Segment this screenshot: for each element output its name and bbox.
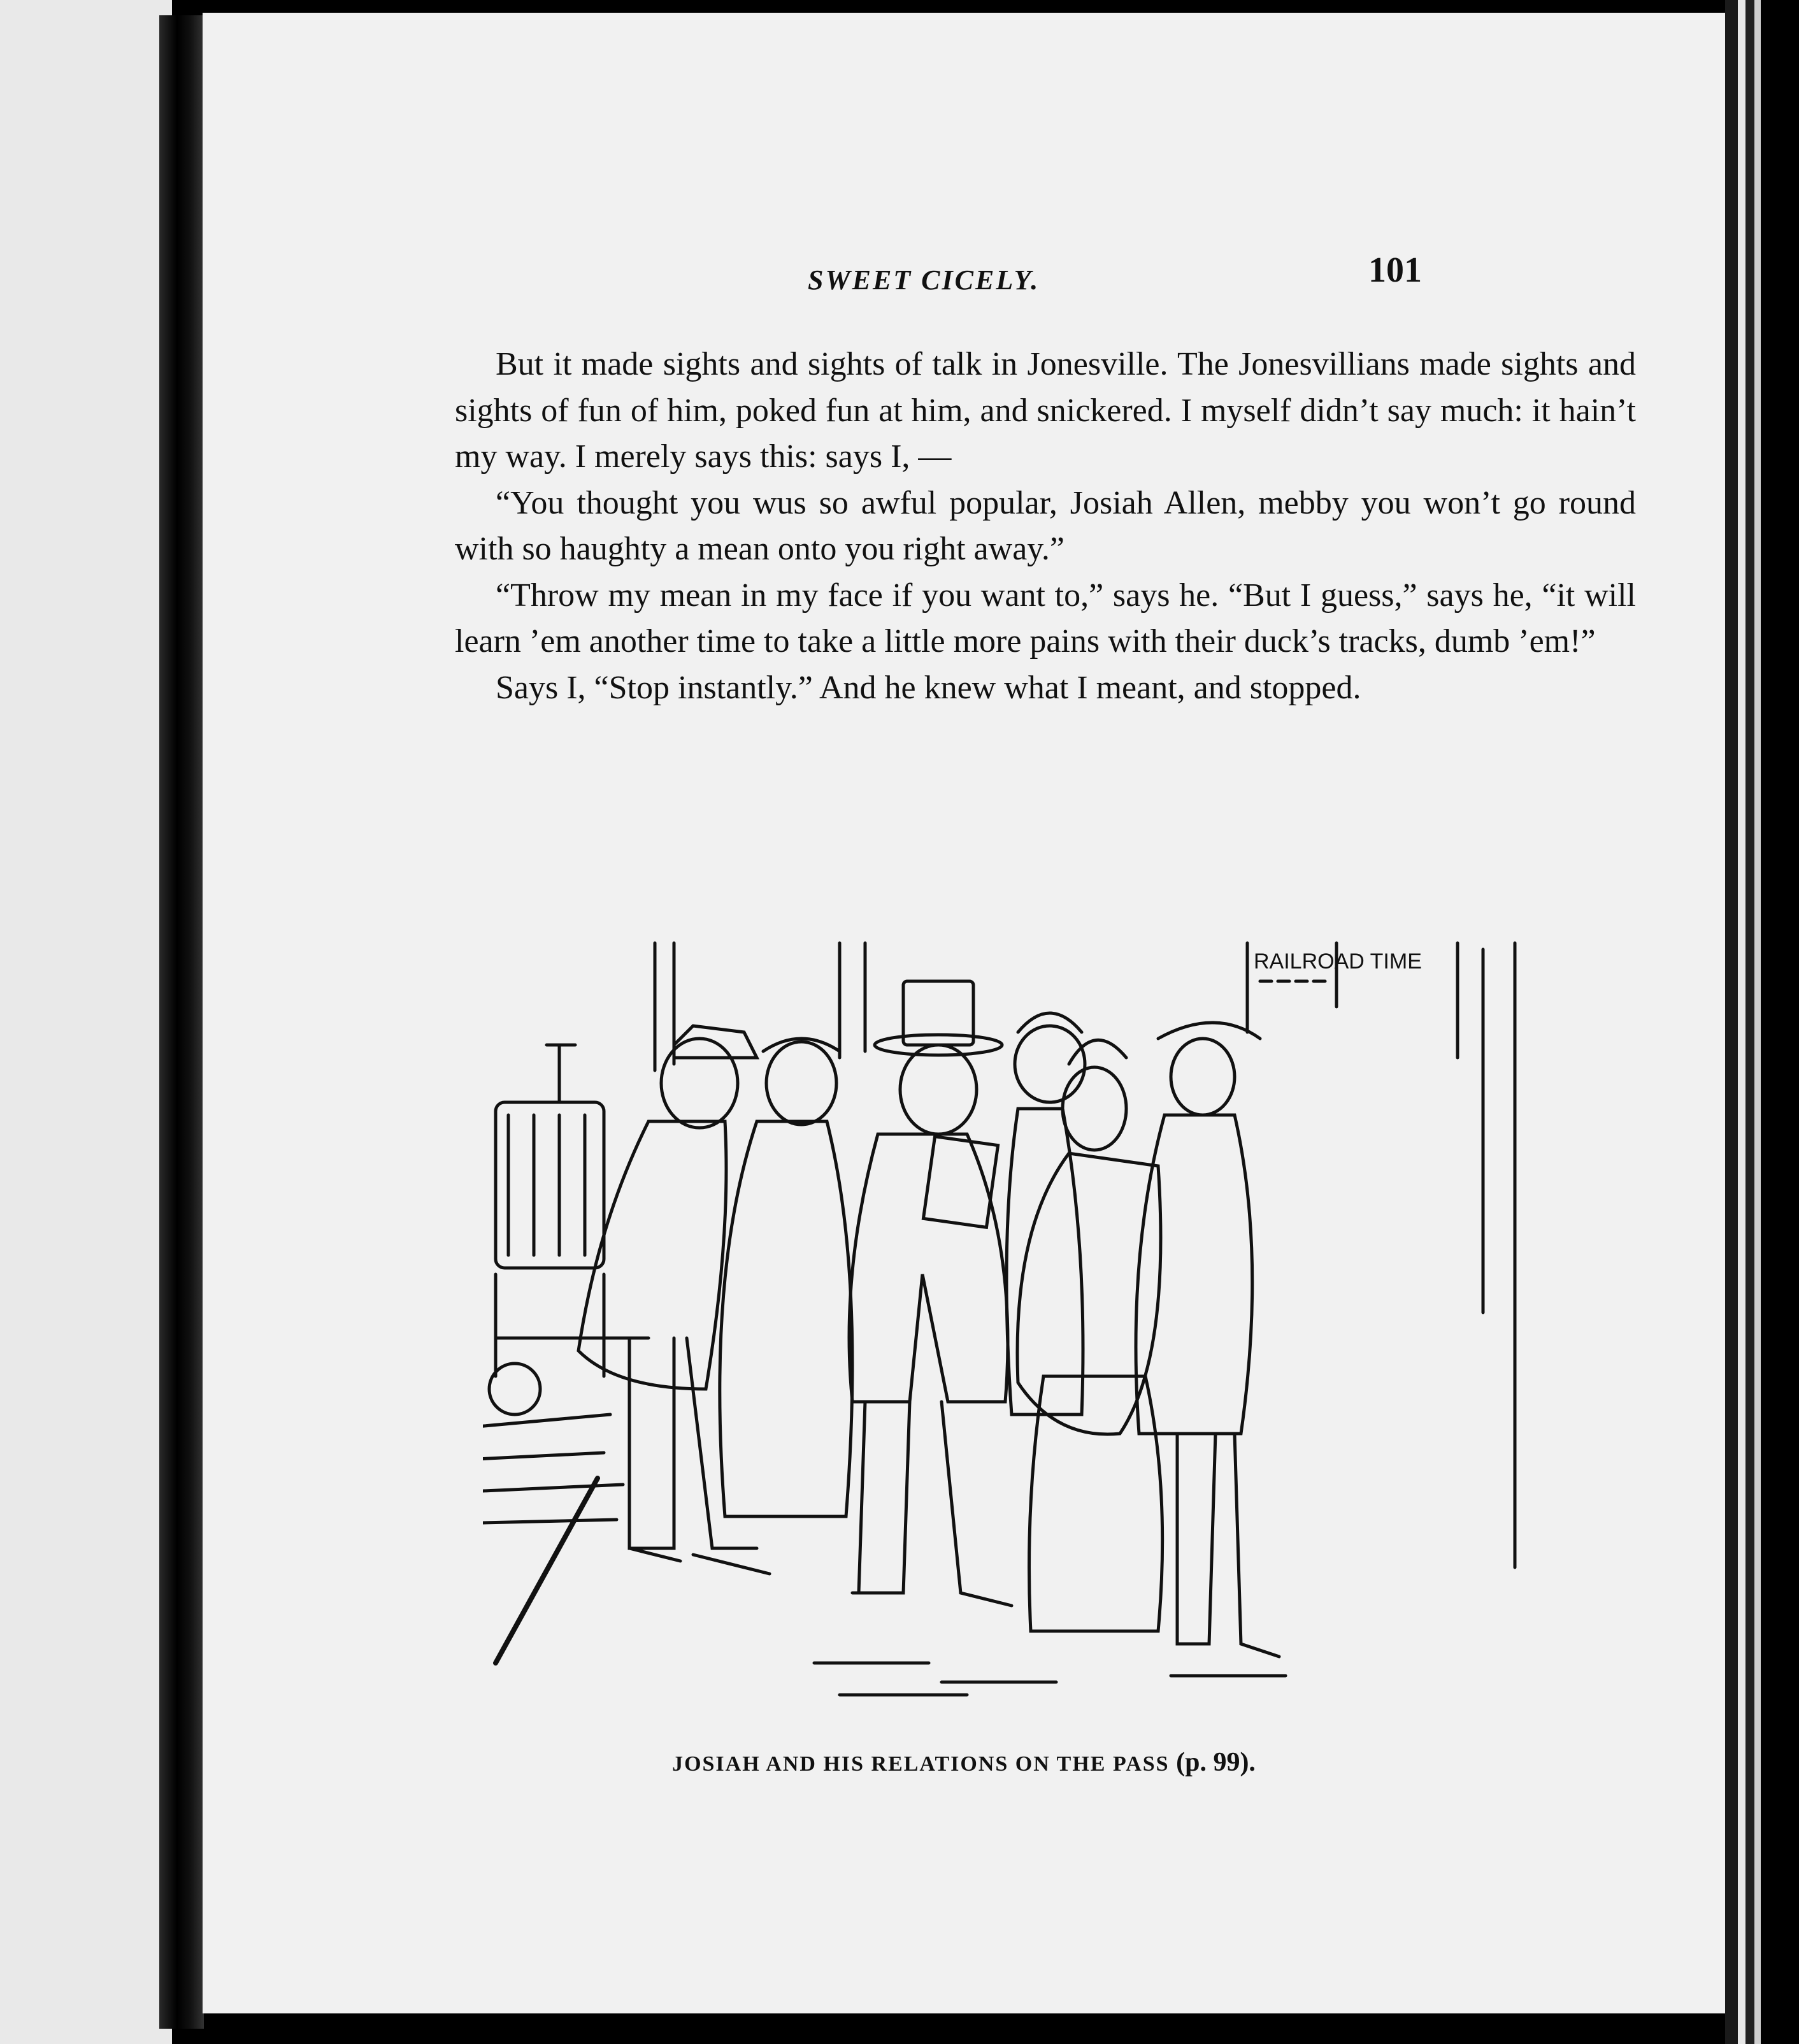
- body-text: [455, 342, 1636, 711]
- paragraph: But it made sights and sights of talk in Jonesville. The Jonesvillians made sights and sights of fun of him, poked fun at him, and snickered. I myself didn’t say much: it hain’t my way. I merely says this: says I, —: [455, 346, 1636, 475]
- running-head: [203, 250, 1725, 301]
- page-edge: [1761, 0, 1799, 2044]
- book-gutter: [159, 15, 204, 2029]
- railroad-sign-text: RAILROAD TIME: [1254, 949, 1422, 974]
- page-edge: [1725, 0, 1738, 2044]
- paragraph: Says I, “Stop instantly.” And he knew what I meant, and stopped.: [496, 669, 1361, 706]
- facing-page: [0, 0, 172, 2044]
- figure-caption: [203, 1747, 1725, 1778]
- caption-main: JOSIAH AND HIS RELATIONS ON THE PASS: [672, 1752, 1170, 1776]
- caption-page-ref: (p. 99).: [1176, 1748, 1256, 1777]
- engraving-illustration: [483, 930, 1630, 1727]
- paragraph: “Throw my mean in my face if you want to,” says he. “But I guess,” says he, “it will learn ’em another time to take a little more pains with their duck’s tracks, dumb ’em!”: [455, 577, 1636, 659]
- paragraph: “You thought you wus so awful popular, Josiah Allen, mebby you won’t go round with so haughty a mean onto you right away.”: [455, 484, 1636, 567]
- page-edge: [1754, 0, 1761, 2044]
- page-number: 101: [1368, 250, 1422, 290]
- book-page: [203, 13, 1725, 2013]
- page-edge: [1738, 0, 1745, 2044]
- running-title: SWEET CICELY.: [808, 264, 1040, 296]
- page-edge: [1745, 0, 1754, 2044]
